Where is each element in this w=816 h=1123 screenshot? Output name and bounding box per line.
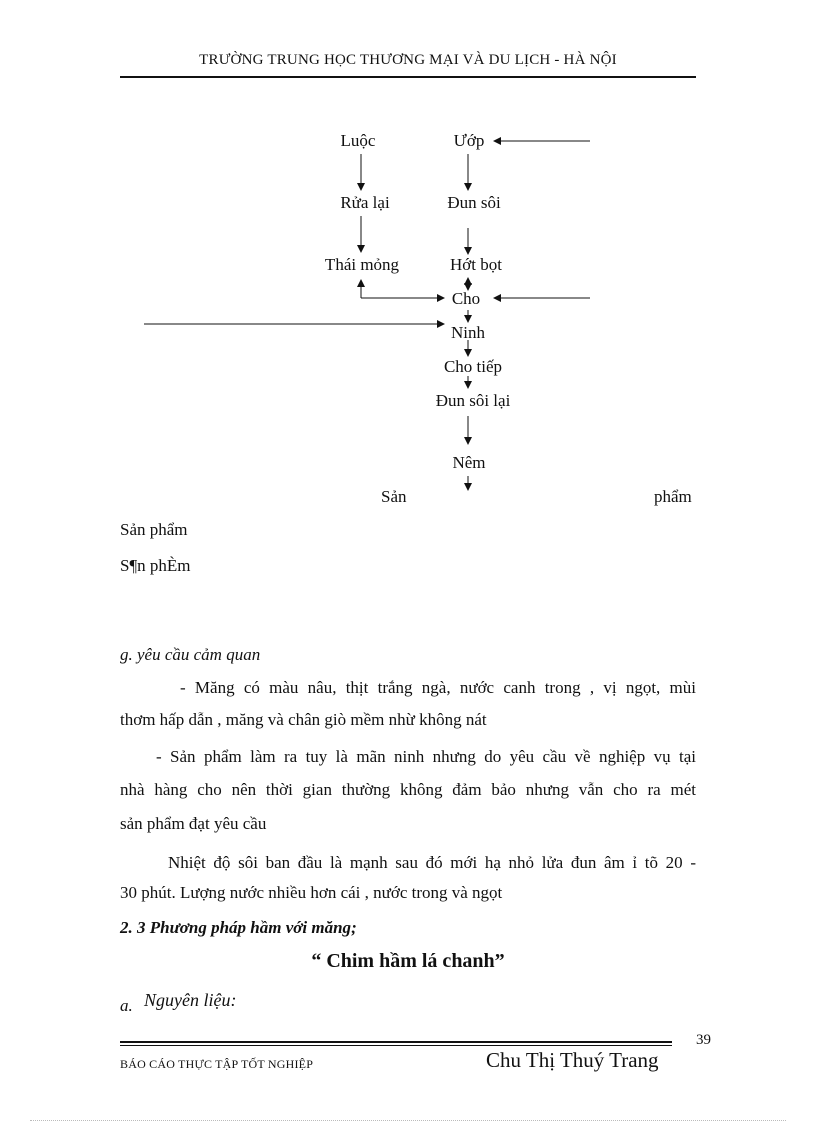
para3-line2: 30 phút. Lượng nước nhiều hơn cái , nước trong và ngọt [120,883,503,902]
section-heading-2-3: 2. 3 Phương pháp hầm với măng; [120,918,357,937]
flow-node-pham: phẩm [654,487,692,506]
flow-node-nem: Nêm [452,453,486,472]
dish-title: “ Chim hầm lá chanh” [311,950,505,972]
footer-report-label: BÁO CÁO THỰC TẬP TỐT NGHIỆP [120,1057,314,1071]
flow-node-hit-bot: Hớt bọt [450,255,502,274]
para2-line1: - Sản phẩm làm ra tuy là mãn ninh nhưng do yêu cầu về nghiệp vụ tại [156,747,696,766]
item-a-marker: a. [120,996,133,1015]
item-a-label: Nguyên liệu: [144,990,237,1010]
flow-node-luoc: Luộc [340,131,376,150]
para3-line1: Nhiệt độ sôi ban đầu là mạnh sau đó mới hạ nhỏ lửa đun âm ỉ tõ 20 - [168,853,696,872]
footer-author: Chu Thị Thuý Trang [486,1048,659,1072]
para2-line3: sản phẩm đạt yêu cầu [120,814,267,833]
flowchart-arrows [0,0,816,520]
section-heading-g: g. yêu cầu cảm quan [120,645,261,664]
flow-node-ninh: Ninh [451,323,485,342]
footer-rule-thick [120,1041,672,1043]
flow-node-thai-mong: Thái mỏng [324,255,400,274]
page-number: 39 [696,1032,711,1048]
flow-node-dun-soi-lai: Đun sôi lại [435,391,511,410]
flow-node-san: Sản [381,487,407,506]
page-edge-dotted-line [30,1120,786,1121]
para1-line1: - Măng có màu nâu, thịt trắng ngà, nước canh trong , vị ngọt, mùi [180,678,696,697]
text-san-pham: Sản phẩm [120,520,188,539]
footer-rule-thin [120,1045,672,1046]
flow-node-cho-tiep: Cho tiếp [443,357,503,376]
flow-node-cho: Cho [451,289,481,308]
page-header-title: TRƯỜNG TRUNG HỌC THƯƠNG MẠI VÀ DU LỊCH - HÀ NỘI [199,52,617,68]
flow-node-rua-lai: Rửa lại [340,193,390,212]
section-heading-2-3-text: 2. 3 Phương pháp hầm với măng [120,918,352,937]
flow-node-uop: Ướp [453,131,485,150]
flow-node-dun-soi: Đun sôi [447,193,501,212]
para2-line2: nhà hàng cho nên thời gian thường không đảm bảo nhưng vẫn cho ra mét [120,780,696,799]
text-san-pham-garbled: S¶n phÈm [120,556,191,575]
para1-line2: thơm hấp dẫn , măng và chân giò mềm nhừ không nát [120,710,487,729]
